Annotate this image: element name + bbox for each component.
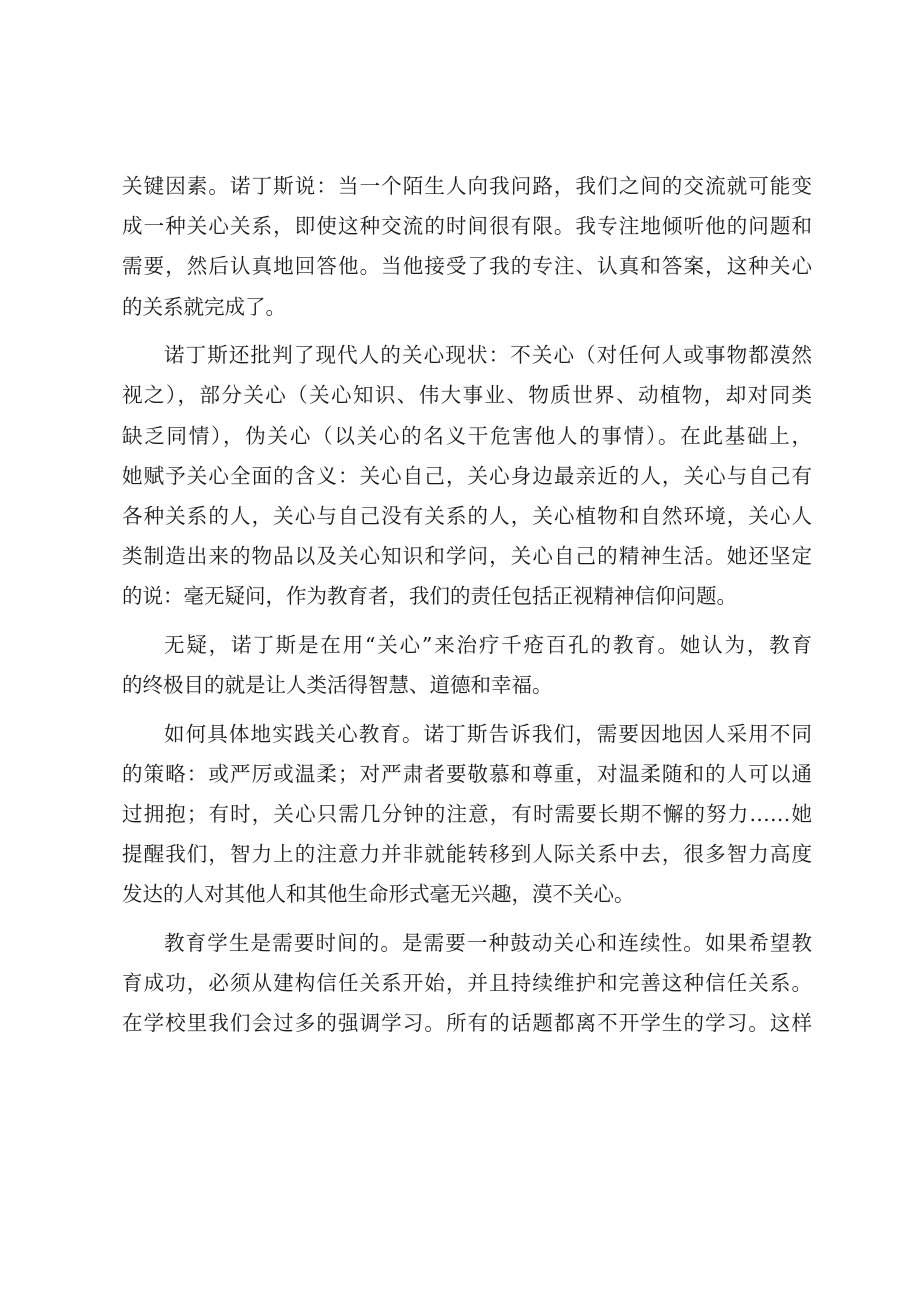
text-line: 提醒我们，智力上的注意力并非就能转移到人际关系中去，很多智力高度 [122,842,812,867]
text-line: 成一种关心关系，即使这种交流的时间很有限。我专注地倾听他的问题和 [122,214,812,239]
paragraph-5 [122,923,812,1044]
text-line: 类制造出来的物品以及关心知识和学问，关心自己的精神生活。她还坚定 [122,544,812,569]
text-line: 需要，然后认真地回答他。当他接受了我的专注、认真和答案，这种关心 [122,254,812,279]
text-line: 各种关系的人，关心与自己没有关系的人，关心植物和自然环境，关心人 [122,503,812,528]
text-line: 视之），部分关心（关心知识、伟大事业、物质世界、动植物，却对同类 [122,383,812,408]
text-line: 的关系就完成了。 [122,294,286,319]
text-line: 诺丁斯还批判了现代人的关心现状：不关心（对任何人或事物都漠然 [164,343,812,368]
text-line: 教育学生是需要时间的。是需要一种鼓动关心和连续性。如果希望教 [164,930,812,955]
text-line: 无疑，诺丁斯是在用“关心”来治疗千疮百孔的教育。她认为，教育 [164,632,812,657]
text-line: 她赋予关心全面的含义：关心自己，关心身边最亲近的人，关心与自己有 [122,463,812,488]
paragraph-4 [122,714,812,915]
paragraph-2 [122,335,812,616]
text-line: 缺乏同情），伪关心（以关心的名义干危害他人的事情）。在此基础上， [122,423,812,448]
paragraph-3 [122,625,812,705]
text-line: 的终极目的就是让人类活得智慧、道德和幸福。 [122,673,553,698]
text-line: 在学校里我们会过多的强调学习。所有的话题都离不开学生的学习。这样 [122,1011,812,1036]
document-body [122,166,812,1052]
paragraph-1 [122,166,812,327]
text-line: 的策略：或严厉或温柔；对严肃者要敬慕和尊重，对温柔随和的人可以通 [122,761,812,786]
text-line: 发达的人对其他人和其他生命形式毫无兴趣，漠不关心。 [122,882,635,907]
text-line: 过拥抱；有时，关心只需几分钟的注意，有时需要长期不懈的努力……她 [122,801,812,826]
text-line: 如何具体地实践关心教育。诺丁斯告诉我们，需要因地因人采用不同 [164,721,812,746]
text-line: 育成功，必须从建构信任关系开始，并且持续维护和完善这种信任关系。 [122,971,812,996]
text-line: 关键因素。诺丁斯说：当一个陌生人向我问路，我们之间的交流就可能变 [122,174,812,198]
text-line: 的说：毫无疑问，作为教育者，我们的责任包括正视精神信仰问题。 [122,584,737,609]
